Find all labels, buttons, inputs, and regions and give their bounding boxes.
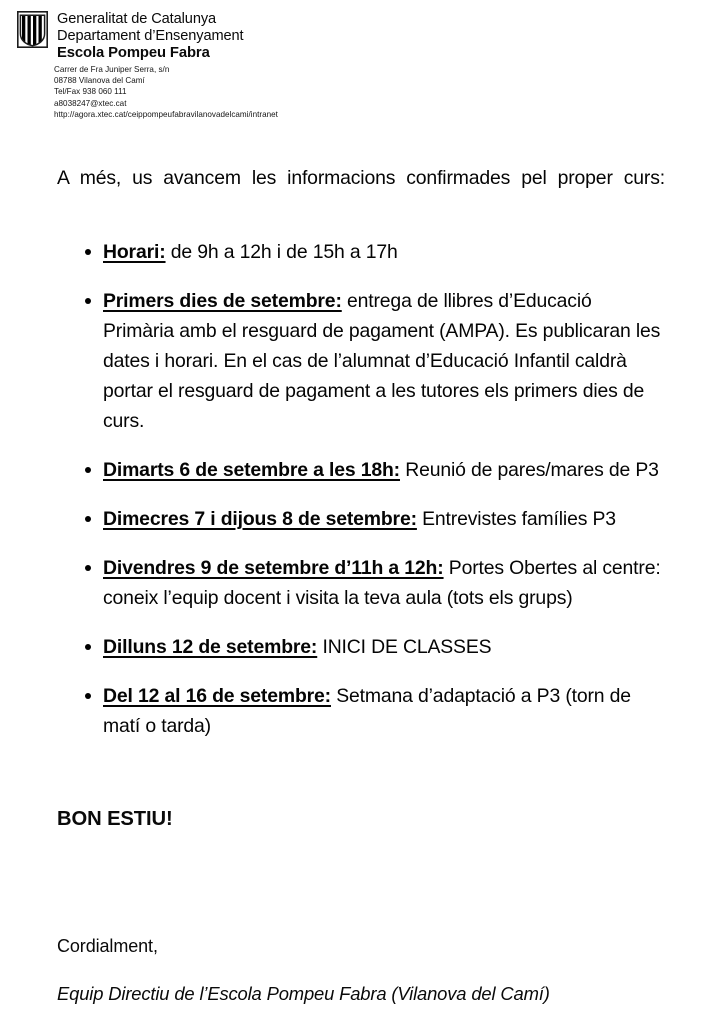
notice-label: Dilluns 12 de setembre: xyxy=(103,636,318,658)
bullet-icon xyxy=(85,249,91,255)
signature-line: Equip Directiu de l’Escola Pompeu Fabra (Vilanova del Camí) xyxy=(57,983,550,1004)
bullet-icon xyxy=(85,516,91,522)
bullet-icon xyxy=(85,565,91,571)
address-website: http://agora.xtec.cat/ceippompeufabravilanovadelcami/intranet xyxy=(54,109,278,119)
notice-label: Dimarts 6 de setembre a les 18h: xyxy=(103,459,400,481)
notice-text: Reunió de pares/mares de P3 xyxy=(399,459,659,481)
list-item xyxy=(57,237,665,267)
bullet-icon xyxy=(85,467,91,473)
notice-label: Horari: xyxy=(103,241,166,263)
list-item xyxy=(57,504,665,534)
list-item xyxy=(57,455,665,485)
notice-text: INICI DE CLASSES xyxy=(317,636,492,658)
closing-block xyxy=(57,932,550,1008)
notice-label: Dimecres 7 i dijous 8 de setembre: xyxy=(103,508,417,530)
bullet-icon xyxy=(85,644,91,650)
intro-paragraph: A més, us avancem les informacions confirmades pel proper curs: xyxy=(57,167,665,189)
notice-label: Divendres 9 de setembre d’11h a 12h: xyxy=(103,557,444,579)
bullet-icon xyxy=(85,298,91,304)
notice-label: Del 12 al 16 de setembre: xyxy=(103,685,331,707)
school-name: Escola Pompeu Fabra xyxy=(57,45,210,62)
letterhead-text xyxy=(57,11,244,62)
notice-text: Portes Obertes al centre: coneix l’equip docent i visita la teva aula (tots els grups) xyxy=(103,557,661,609)
notice-text: de 9h a 12h i de 15h a 17h xyxy=(165,241,398,263)
list-item xyxy=(57,286,665,436)
notice-text: Setmana d’adaptació a P3 (torn de matí o tarda) xyxy=(103,685,631,737)
address-block xyxy=(54,64,278,120)
notice-text: entrega de llibres d’Educació Primària amb el resguard de pagament (AMPA). Es publicaran les dates i horari. En el cas de l’alumnat d’Educació Infantil caldrà portar el resguard de pagament a les tutores els primers dies de curs. xyxy=(103,290,661,432)
bullet-icon xyxy=(85,693,91,699)
salutation: Cordialment, xyxy=(57,936,158,956)
address-phone: Tel/Fax 938 060 111 xyxy=(54,87,127,97)
department-name: Departament d’Ensenyament xyxy=(57,27,244,44)
generalitat-catalunya-shield-icon xyxy=(17,11,48,48)
signoff-heading: BON ESTIU! xyxy=(57,808,173,830)
organization-name: Generalitat de Catalunya xyxy=(57,11,217,27)
list-item xyxy=(57,632,665,662)
notices-list xyxy=(57,237,665,741)
notice-text: Entrevistes famílies P3 xyxy=(416,508,616,530)
address-email: a8038247@xtec.cat xyxy=(54,98,127,108)
list-item xyxy=(57,681,665,741)
letter-body xyxy=(57,163,665,741)
address-street: Carrer de Fra Juniper Serra, s/n xyxy=(54,65,170,74)
list-item xyxy=(57,553,665,613)
letterhead xyxy=(17,11,244,62)
notice-label: Primers dies de setembre: xyxy=(103,290,342,312)
address-city: 08788 Vilanova del Camí xyxy=(54,76,145,86)
